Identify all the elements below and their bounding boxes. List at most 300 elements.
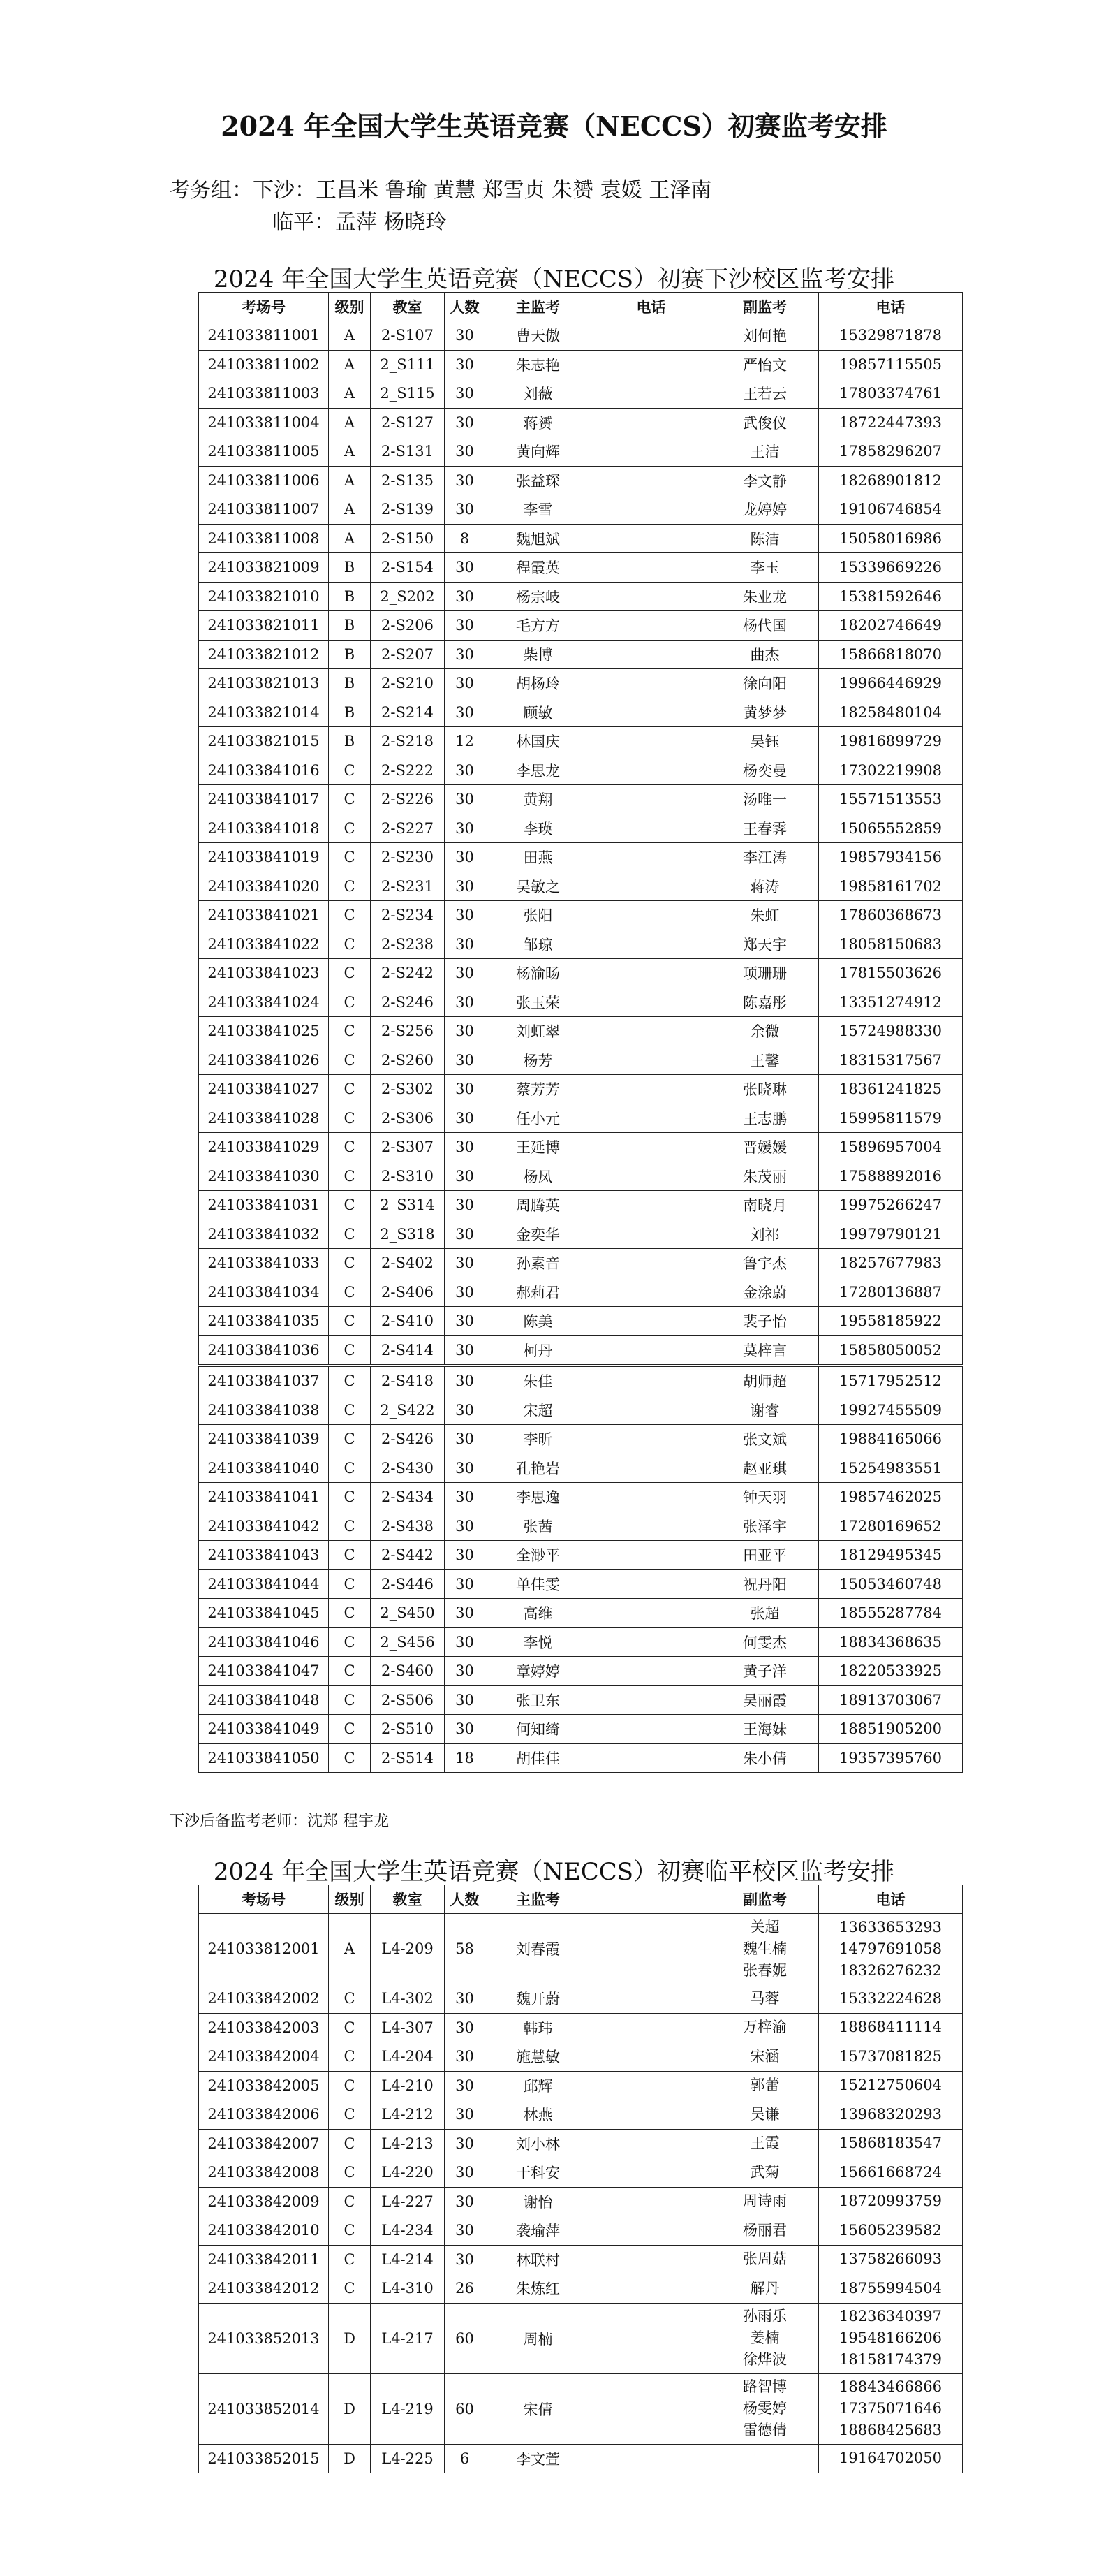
cell-deputy-phone (819, 1914, 963, 1984)
table-row (199, 1454, 963, 1483)
table-row (199, 959, 963, 988)
cell-chief-proctor: 韩玮 (485, 2013, 591, 2042)
cell-deputy-proctor: 裴子怡 (711, 1307, 819, 1336)
cell-count: 30 (445, 1483, 485, 1512)
cell-phone (591, 350, 711, 379)
cell-classroom: 2-S310 (371, 1162, 445, 1191)
cell-classroom: 2-S242 (371, 959, 445, 988)
xiasha-table (198, 292, 963, 1773)
cell-phone (591, 1627, 711, 1657)
cell-phone (591, 582, 711, 611)
cell-phone (591, 1599, 711, 1628)
cell-room-id: 241033841045 (199, 1599, 329, 1628)
cell-phone (591, 2013, 711, 2042)
cell-deputy-proctor (711, 2129, 819, 2158)
table-row (199, 2373, 963, 2444)
cell-level: A (329, 524, 371, 553)
cell-room-id: 241033852015 (199, 2444, 329, 2473)
cell-deputy-phone: 17860368673 (819, 901, 963, 930)
cell-deputy-proctor: 何雯杰 (711, 1627, 819, 1657)
cell-phone (591, 1104, 711, 1133)
cell-phone (591, 495, 711, 525)
cell-deputy-phone: 17280136887 (819, 1278, 963, 1307)
col-header-count: 人数 (445, 1885, 485, 1914)
cell-classroom: 2-S226 (371, 785, 445, 814)
cell-count: 30 (445, 1191, 485, 1220)
cell-deputy-phone: 18258480104 (819, 698, 963, 727)
cell-deputy-phone: 19857115505 (819, 350, 963, 379)
table-row (199, 408, 963, 437)
cell-deputy-proctor: 朱茂丽 (711, 1162, 819, 1191)
cell-level: C (329, 2216, 371, 2246)
cell-count: 30 (445, 2042, 485, 2072)
deputy-name: 周诗雨 (743, 2193, 787, 2210)
cell-deputy-proctor (711, 2216, 819, 2246)
cell-deputy-proctor: 吴丽霞 (711, 1685, 819, 1715)
cell-deputy-phone: 13351274912 (819, 988, 963, 1017)
cell-level: D (329, 2444, 371, 2473)
cell-classroom: 2_S450 (371, 1599, 445, 1628)
cell-classroom: 2-S206 (371, 611, 445, 641)
cell-phone (591, 698, 711, 727)
cell-classroom: 2_S202 (371, 582, 445, 611)
cell-room-id: 241033841029 (199, 1133, 329, 1162)
cell-count: 30 (445, 1075, 485, 1104)
cell-chief-proctor: 杨芳 (485, 1046, 591, 1075)
table-row (199, 1396, 963, 1425)
table-row (199, 2216, 963, 2246)
xiasha-section-title: 2024 年全国大学生英语竞赛（NECCS）初赛下沙校区监考安排 (213, 265, 895, 293)
cell-deputy-proctor: 陈嘉彤 (711, 988, 819, 1017)
cell-deputy-phone: 15717952512 (819, 1366, 963, 1396)
table-row (199, 466, 963, 495)
cell-room-id: 241033821012 (199, 640, 329, 669)
cell-deputy-phone: 18555287784 (819, 1599, 963, 1628)
cell-room-id: 241033821010 (199, 582, 329, 611)
deputy-name: 张春妮 (743, 1961, 787, 1979)
cell-room-id: 241033841039 (199, 1425, 329, 1454)
cell-classroom: 2-S131 (371, 437, 445, 467)
cell-chief-proctor: 李悦 (485, 1627, 591, 1657)
cell-phone (591, 321, 711, 351)
cell-deputy-phone: 15254983551 (819, 1454, 963, 1483)
cell-deputy-proctor: 汤唯一 (711, 785, 819, 814)
table-row (199, 1627, 963, 1657)
cell-phone (591, 1249, 711, 1278)
col-header-phone: 电话 (591, 293, 711, 321)
cell-level: B (329, 698, 371, 727)
cell-phone (591, 2444, 711, 2473)
cell-level: A (329, 466, 371, 495)
cell-count: 30 (445, 669, 485, 698)
cell-count: 30 (445, 1512, 485, 1541)
cell-phone (591, 466, 711, 495)
cell-count: 30 (445, 2129, 485, 2158)
cell-chief-proctor: 张玉荣 (485, 988, 591, 1017)
cell-chief-proctor: 李昕 (485, 1425, 591, 1454)
table-row (199, 814, 963, 843)
cell-room-id: 241033842003 (199, 2013, 329, 2042)
cell-phone (591, 1743, 711, 1773)
cell-deputy-phone: 19966446929 (819, 669, 963, 698)
cell-room-id: 241033821013 (199, 669, 329, 698)
cell-deputy-phone: 15866818070 (819, 640, 963, 669)
cell-count: 30 (445, 1657, 485, 1686)
table-row (199, 1599, 963, 1628)
cell-deputy-phone: 15329871878 (819, 321, 963, 351)
table-row (199, 2042, 963, 2072)
cell-count: 60 (445, 2303, 485, 2373)
cell-chief-proctor: 黄翔 (485, 785, 591, 814)
cell-deputy-phone (819, 1984, 963, 2014)
cell-count: 30 (445, 1104, 485, 1133)
cell-phone (591, 727, 711, 756)
table-row (199, 785, 963, 814)
deputy-phone-number: 15661668724 (839, 2163, 942, 2181)
cell-classroom: 2-S214 (371, 698, 445, 727)
cell-count: 30 (445, 495, 485, 525)
cell-level: C (329, 2187, 371, 2216)
cell-chief-proctor: 林联村 (485, 2245, 591, 2274)
col-header-deputy-phone: 电话 (819, 293, 963, 321)
linping-header-row (199, 1885, 963, 1914)
cell-chief-proctor: 刘薇 (485, 379, 591, 409)
cell-deputy-phone (819, 2071, 963, 2100)
cell-room-id: 241033821015 (199, 727, 329, 756)
cell-deputy-proctor: 王海妹 (711, 1715, 819, 1744)
cell-count: 26 (445, 2274, 485, 2304)
table-row (199, 321, 963, 351)
cell-room-id: 241033852013 (199, 2303, 329, 2373)
cell-phone (591, 814, 711, 843)
table-row (199, 2100, 963, 2130)
cell-count: 30 (445, 1984, 485, 2014)
cell-count: 60 (445, 2373, 485, 2444)
cell-level: C (329, 1715, 371, 1744)
cell-count: 30 (445, 611, 485, 641)
cell-classroom: L4-310 (371, 2274, 445, 2304)
cell-deputy-phone: 15058016986 (819, 524, 963, 553)
xiasha-header-row (199, 293, 963, 321)
cell-level: C (329, 1278, 371, 1307)
cell-classroom: L4-219 (371, 2373, 445, 2444)
deputy-name: 魏生楠 (743, 1940, 787, 1957)
staff-block (169, 175, 711, 239)
cell-count: 30 (445, 350, 485, 379)
cell-classroom: 2-S418 (371, 1366, 445, 1396)
cell-classroom: 2-S210 (371, 669, 445, 698)
table-row (199, 988, 963, 1017)
cell-room-id: 241033841043 (199, 1541, 329, 1570)
col-header-classroom: 教室 (371, 293, 445, 321)
cell-count: 30 (445, 1335, 485, 1366)
cell-count: 30 (445, 1425, 485, 1454)
cell-classroom: 2-S430 (371, 1454, 445, 1483)
cell-deputy-proctor: 祝丹阳 (711, 1569, 819, 1599)
cell-chief-proctor: 杨渝旸 (485, 959, 591, 988)
cell-classroom: 2-S510 (371, 1715, 445, 1744)
cell-deputy-phone (819, 2013, 963, 2042)
table-row (199, 1335, 963, 1366)
deputy-phone-number: 18158174379 (839, 2351, 942, 2368)
table-row (199, 611, 963, 641)
cell-room-id: 241033841028 (199, 1104, 329, 1133)
col-header-deputy-proctor: 副监考 (711, 1885, 819, 1914)
cell-count: 30 (445, 2158, 485, 2188)
cell-phone (591, 1657, 711, 1686)
deputy-phone-number: 19548166206 (839, 2329, 942, 2346)
cell-deputy-proctor: 刘何艳 (711, 321, 819, 351)
deputy-name: 万梓渝 (743, 2019, 787, 2036)
cell-phone (591, 756, 711, 785)
col-header-level: 级别 (329, 1885, 371, 1914)
cell-chief-proctor: 魏旭斌 (485, 524, 591, 553)
deputy-name: 关超 (750, 1918, 780, 1935)
cell-room-id: 241033841046 (199, 1627, 329, 1657)
table-row (199, 2071, 963, 2100)
cell-room-id: 241033841025 (199, 1017, 329, 1046)
cell-deputy-proctor: 杨代国 (711, 611, 819, 641)
cell-count: 30 (445, 1249, 485, 1278)
cell-room-id: 241033841049 (199, 1715, 329, 1744)
cell-level: C (329, 843, 371, 872)
cell-deputy-phone: 18315317567 (819, 1046, 963, 1075)
cell-classroom: 2-S218 (371, 727, 445, 756)
cell-deputy-proctor (711, 2187, 819, 2216)
deputy-name: 武菊 (750, 2163, 780, 2181)
cell-count: 30 (445, 1133, 485, 1162)
cell-classroom: 2-S438 (371, 1512, 445, 1541)
table-row (199, 1307, 963, 1336)
deputy-name: 徐烨波 (743, 2351, 787, 2368)
deputy-name: 王霞 (750, 2135, 780, 2152)
cell-level: B (329, 727, 371, 756)
cell-chief-proctor: 林燕 (485, 2100, 591, 2130)
cell-classroom: 2-S460 (371, 1657, 445, 1686)
deputy-name: 宋涵 (750, 2047, 780, 2065)
cell-deputy-phone: 19975266247 (819, 1191, 963, 1220)
cell-room-id: 241033842009 (199, 2187, 329, 2216)
table-row (199, 1569, 963, 1599)
cell-deputy-phone: 15896957004 (819, 1133, 963, 1162)
cell-deputy-proctor: 刘祁 (711, 1220, 819, 1249)
cell-deputy-phone: 17588892016 (819, 1162, 963, 1191)
table-row (199, 2274, 963, 2304)
col-header-count: 人数 (445, 293, 485, 321)
table-row (199, 727, 963, 756)
cell-chief-proctor: 张阳 (485, 901, 591, 930)
deputy-phone-number: 18868425683 (839, 2422, 942, 2438)
cell-count: 30 (445, 959, 485, 988)
cell-count: 12 (445, 727, 485, 756)
cell-classroom: L4-209 (371, 1914, 445, 1984)
table-row (199, 640, 963, 669)
cell-deputy-phone: 18058150683 (819, 930, 963, 959)
deputy-phone-number: 15212750604 (839, 2077, 942, 2094)
cell-count: 30 (445, 988, 485, 1017)
cell-classroom: 2_S318 (371, 1220, 445, 1249)
cell-deputy-proctor: 胡师超 (711, 1366, 819, 1396)
cell-phone (591, 1715, 711, 1744)
cell-chief-proctor: 张茜 (485, 1512, 591, 1541)
cell-deputy-proctor: 陈洁 (711, 524, 819, 553)
cell-deputy-proctor: 张文斌 (711, 1425, 819, 1454)
cell-chief-proctor: 李文萱 (485, 2444, 591, 2473)
cell-phone (591, 988, 711, 1017)
cell-count: 30 (445, 1278, 485, 1307)
cell-chief-proctor: 杨宗岐 (485, 582, 591, 611)
table-row (199, 1743, 963, 1773)
cell-deputy-phone: 19858161702 (819, 872, 963, 901)
cell-deputy-phone: 17815503626 (819, 959, 963, 988)
cell-phone (591, 2216, 711, 2246)
cell-phone (591, 1483, 711, 1512)
cell-room-id: 241033811003 (199, 379, 329, 409)
cell-level: C (329, 2071, 371, 2100)
cell-phone (591, 524, 711, 553)
cell-room-id: 241033811002 (199, 350, 329, 379)
cell-deputy-proctor: 赵亚琪 (711, 1454, 819, 1483)
cell-classroom: L4-210 (371, 2071, 445, 2100)
cell-classroom: 2-S234 (371, 901, 445, 930)
cell-count: 30 (445, 1541, 485, 1570)
table-row (199, 1133, 963, 1162)
table-row (199, 930, 963, 959)
deputy-name: 孙雨乐 (743, 2308, 787, 2325)
cell-room-id: 241033841042 (199, 1512, 329, 1541)
cell-chief-proctor: 宋超 (485, 1396, 591, 1425)
cell-count: 30 (445, 814, 485, 843)
cell-room-id: 241033842008 (199, 2158, 329, 2188)
cell-chief-proctor: 李思龙 (485, 756, 591, 785)
cell-level: C (329, 1425, 371, 1454)
cell-deputy-proctor (711, 2071, 819, 2100)
cell-count: 30 (445, 843, 485, 872)
cell-deputy-proctor: 郑天宇 (711, 930, 819, 959)
deputy-name: 雷德倩 (743, 2422, 787, 2438)
cell-chief-proctor: 毛方方 (485, 611, 591, 641)
cell-level: A (329, 1914, 371, 1984)
table-row (199, 1715, 963, 1744)
cell-chief-proctor: 刘春霞 (485, 1914, 591, 1984)
cell-deputy-proctor: 项珊珊 (711, 959, 819, 988)
cell-deputy-proctor: 田亚平 (711, 1541, 819, 1570)
cell-chief-proctor: 张卫东 (485, 1685, 591, 1715)
deputy-phone-number: 17375071646 (839, 2400, 942, 2417)
cell-classroom: 2-S260 (371, 1046, 445, 1075)
cell-classroom: 2-S227 (371, 814, 445, 843)
cell-classroom: 2-S306 (371, 1104, 445, 1133)
cell-level: B (329, 553, 371, 583)
deputy-name: 解丹 (750, 2279, 780, 2297)
cell-phone (591, 1685, 711, 1715)
cell-level: C (329, 1191, 371, 1220)
cell-chief-proctor: 全渺平 (485, 1541, 591, 1570)
table-row (199, 1914, 963, 1984)
cell-chief-proctor: 杨凤 (485, 1162, 591, 1191)
cell-phone (591, 1512, 711, 1541)
cell-chief-proctor: 胡佳佳 (485, 1743, 591, 1773)
cell-classroom: 2-S107 (371, 321, 445, 351)
deputy-phone-number: 14797691058 (839, 1940, 942, 1957)
cell-room-id: 241033841031 (199, 1191, 329, 1220)
cell-deputy-phone: 18257677983 (819, 1249, 963, 1278)
cell-room-id: 241033842010 (199, 2216, 329, 2246)
deputy-phone-number: 15605239582 (839, 2221, 942, 2239)
cell-classroom: L4-302 (371, 1984, 445, 2014)
cell-deputy-phone (819, 2303, 963, 2373)
cell-level: C (329, 1627, 371, 1657)
cell-phone (591, 1307, 711, 1336)
cell-deputy-proctor: 鲁宇杰 (711, 1249, 819, 1278)
table-row (199, 437, 963, 467)
cell-level: C (329, 1335, 371, 1366)
cell-room-id: 241033842002 (199, 1984, 329, 2014)
cell-classroom: 2-S442 (371, 1541, 445, 1570)
cell-count: 30 (445, 1220, 485, 1249)
cell-level: C (329, 2274, 371, 2304)
cell-room-id: 241033811006 (199, 466, 329, 495)
deputy-name: 路智博 (743, 2378, 787, 2395)
cell-phone (591, 1335, 711, 1366)
cell-chief-proctor: 黄向辉 (485, 437, 591, 467)
cell-room-id: 241033852014 (199, 2373, 329, 2444)
cell-deputy-phone (819, 2158, 963, 2188)
cell-phone (591, 843, 711, 872)
cell-level: C (329, 2129, 371, 2158)
cell-deputy-phone: 15339669226 (819, 553, 963, 583)
cell-classroom: 2_S422 (371, 1396, 445, 1425)
cell-deputy-proctor: 王馨 (711, 1046, 819, 1075)
cell-count: 30 (445, 1366, 485, 1396)
table-row (199, 1685, 963, 1715)
cell-classroom: L4-225 (371, 2444, 445, 2473)
cell-deputy-phone: 15053460748 (819, 1569, 963, 1599)
cell-classroom: 2-S446 (371, 1569, 445, 1599)
cell-deputy-proctor (711, 2100, 819, 2130)
cell-level: D (329, 2303, 371, 2373)
cell-chief-proctor: 朱炼红 (485, 2274, 591, 2304)
cell-deputy-proctor (711, 2013, 819, 2042)
cell-chief-proctor: 胡杨玲 (485, 669, 591, 698)
cell-deputy-phone (819, 2373, 963, 2444)
cell-deputy-phone: 18202746649 (819, 611, 963, 641)
cell-level: C (329, 2158, 371, 2188)
cell-count: 30 (445, 698, 485, 727)
cell-phone (591, 2373, 711, 2444)
cell-phone (591, 408, 711, 437)
cell-deputy-phone: 19979790121 (819, 1220, 963, 1249)
cell-classroom: L4-220 (371, 2158, 445, 2188)
table-row (199, 1104, 963, 1133)
cell-chief-proctor: 曹天傲 (485, 321, 591, 351)
cell-phone (591, 2100, 711, 2130)
cell-phone (591, 437, 711, 467)
cell-count: 30 (445, 408, 485, 437)
cell-room-id: 241033821009 (199, 553, 329, 583)
cell-deputy-phone: 18129495345 (819, 1541, 963, 1570)
cell-phone (591, 2129, 711, 2158)
cell-room-id: 241033841023 (199, 959, 329, 988)
cell-level: C (329, 785, 371, 814)
cell-level: A (329, 495, 371, 525)
cell-classroom: 2_S314 (371, 1191, 445, 1220)
cell-phone (591, 669, 711, 698)
cell-deputy-proctor: 朱业龙 (711, 582, 819, 611)
deputy-name: 吴谦 (750, 2105, 780, 2123)
cell-chief-proctor: 程霞英 (485, 553, 591, 583)
cell-deputy-phone: 17803374761 (819, 379, 963, 409)
